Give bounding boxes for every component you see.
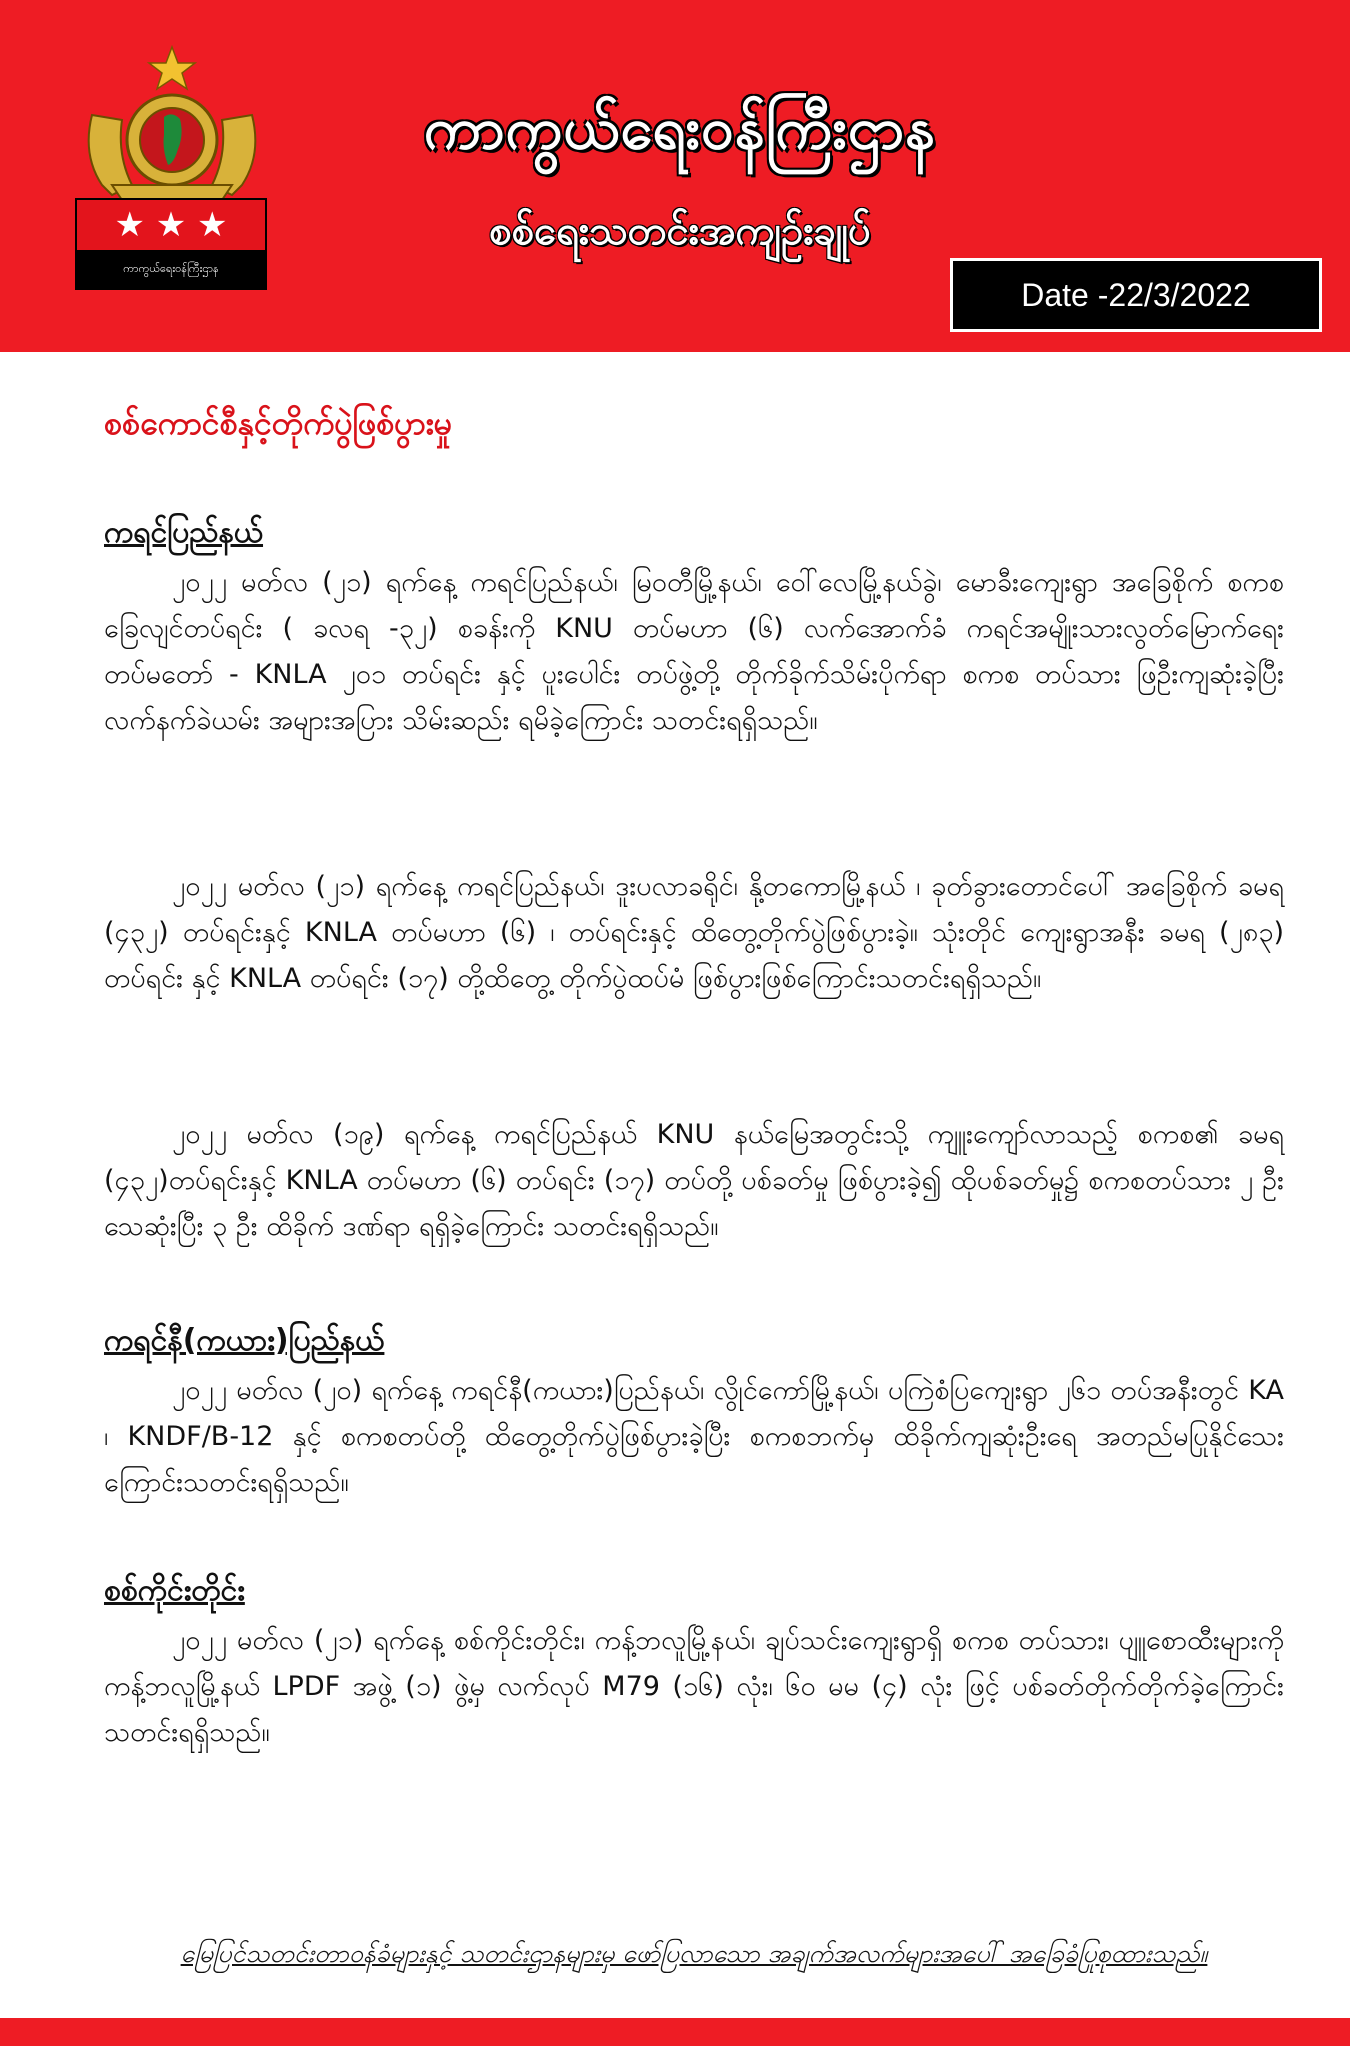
emblem-flag: [75, 198, 267, 286]
emblem-caption: ကာကွယ်ရေးဝန်ကြီးဌာန: [75, 250, 267, 290]
region-heading-sagaing: စစ်ကိုင်းတိုင်း: [104, 1573, 245, 1608]
main-heading: စစ်ကောင်စီနှင့်တိုက်ပွဲဖြစ်ပွားမှု: [104, 404, 453, 442]
source-note: မြေပြင်သတင်းတာဝန်ခံများနှင့် သတင်းဌာနများမှ ဖော်ပြလာသော အချက်အလက်များအပေါ် အခြေခံပြုစုထားသည်။: [180, 1939, 1208, 1968]
ministry-title: ကာကွယ်ရေးဝန်ကြီးဌာန: [423, 94, 937, 162]
report-paragraph: ၂၀၂၂ မတ်လ (၂၁) ရက်နေ့ စစ်ကိုင်းတိုင်း၊ ကန့်ဘလူမြို့နယ်၊ ချပ်သင်းကျေးရွာရှိ စကစ တပ်သား၊ ပျူစောထီးများကို ကန့်ဘလူမြို့နယ် LPDF အဖွဲ့ (၁) ဖွဲ့မှ လက်လုပ် M79 (၁၆) လုံး၊ ၆၀ မမ (၄) လုံး ဖြင့် ပစ်ခတ်တိုက်တိုက်ခဲ့ကြောင်း သတင်းရရှိသည်။: [104, 1625, 1284, 1748]
bulletin-title: စစ်ရေးသတင်းအကျဉ်းချုပ်: [489, 208, 871, 254]
report-paragraph: ၂၀၂၂ မတ်လ (၂၁) ရက်နေ့ ကရင်ပြည်နယ်၊ မြဝတီမြို့နယ်၊ ဝေါ်လေမြို့နယ်ခွဲ၊ မောခီးကျေးရွာ အခြေစိုက် စကစ ခြေလျင်တပ်ရင်း ( ခလရ -၃၂) စခန်းကို KNU တပ်မဟာ (၆) လက်အောက်ခံ ကရင်အမျိုးသားလွတ်မြောက်ရေးတပ်မတော် - KNLA ၂၀၁ တပ်ရင်း နှင့် ပူးပေါင်း တပ်ဖွဲ့တို့ တိုက်ခိုက်သိမ်းပိုက်ရာ စကစ တပ်သား ဖြဦးကျဆုံးခဲ့ပြီး လက်နက်ခဲယမ်း အများအပြား သိမ်းဆည်း ရမိခဲ့ကြောင်း သတင်းရရှိသည်။: [104, 567, 1284, 736]
region-heading-karen: ကရင်ပြည်နယ်: [104, 515, 264, 550]
region-heading-karenni: ကရင်နီ(ကယား)ပြည်နယ်: [104, 1323, 385, 1358]
header-banner: [0, 0, 1350, 352]
date-badge: Date -22/3/2022: [950, 258, 1322, 332]
footer-bar: [0, 2018, 1350, 2046]
flag-stars: ★ ★ ★: [75, 198, 267, 250]
report-paragraph: ၂၀၂၂ မတ်လ (၂၀) ရက်နေ့ ကရင်နီ(ကယား)ပြည်နယ်၊ လွိုင်ကော်မြို့နယ်၊ ပကြဲစံပြကျေးရွာ ၂၆၁ တပ်အနီးတွင် KA ၊ KNDF/B-12 နှင့် စကစတပ်တို့ ထိတွေ့တိုက်ပွဲဖြစ်ပွားခဲ့ပြီး စကစဘက်မှ ထိခိုက်ကျဆုံးဦးရေ အတည်မပြုနိုင်သေးကြောင်းသတင်းရရှိသည်။: [104, 1375, 1284, 1498]
report-paragraph: ၂၀၂၂ မတ်လ (၂၁) ရက်နေ့ ကရင်ပြည်နယ်၊ ဒူးပလာခရိုင်၊ နို့တကောမြို့နယ် ၊ ခုတ်ခွားတောင်ပေါ် အခြေစိုက် ခမရ (၄၃၂) တပ်ရင်းနှင့် KNLA တပ်မဟာ (၆) ၊ တပ်ရင်းနှင့် ထိတွေ့တိုက်ပွဲဖြစ်ပွားခဲ့။ သုံးတိုင် ကျေးရွာအနီး ခမရ (၂၈၃) တပ်ရင်း နှင့် KNLA တပ်ရင်း (၁၇) တို့ထိတွေ့ တိုက်ပွဲထပ်မံ ဖြစ်ပွားဖြစ်ကြောင်းသတင်းရရှိသည်။: [104, 871, 1284, 994]
report-paragraph: ၂၀၂၂ မတ်လ (၁၉) ရက်နေ့ ကရင်ပြည်နယ် KNU နယ်မြေအတွင်းသို့ ကျူးကျော်လာသည့် စကစ၏ ခမရ (၄၃၂)တပ်ရင်းနှင့် KNLA တပ်မဟာ (၆) တပ်ရင်း (၁၇) တပ်တို့ ပစ်ခတ်မှု ဖြစ်ပွားခဲ့၍ ထိုပစ်ခတ်မှု၌ စကစတပ်သား ၂ ဦးသေဆုံးပြီး ၃ ဦး ထိခိုက် ဒဏ်ရာ ရရှိခဲ့ကြောင်း သတင်းရရှိသည်။: [104, 1119, 1284, 1242]
